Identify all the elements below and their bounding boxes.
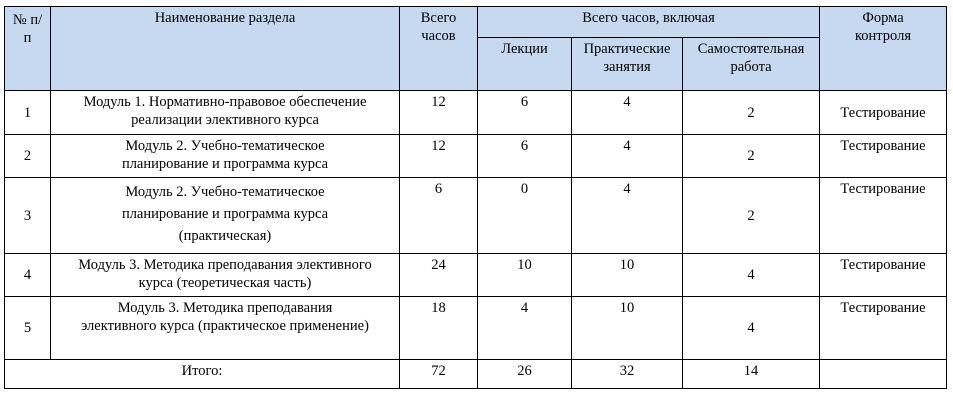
row-practice: 4 (572, 91, 683, 135)
total-self: 14 (683, 360, 820, 389)
row-self: 4 (683, 254, 820, 297)
header-self-work: Самостоятельная работа (683, 38, 820, 91)
row-lectures: 6 (478, 135, 572, 178)
row-control: Тестирование (820, 91, 947, 135)
total-practice: 32 (572, 360, 683, 389)
row-practice: 4 (572, 178, 683, 254)
row-lectures: 4 (478, 297, 572, 360)
table-row (5, 91, 947, 135)
header-including: Всего часов, включая (478, 7, 820, 38)
row-lectures: 0 (478, 178, 572, 254)
total-lectures: 26 (478, 360, 572, 389)
row-self: 4 (683, 297, 820, 360)
row-lectures: 10 (478, 254, 572, 297)
row-num: 3 (5, 178, 51, 254)
row-num: 5 (5, 297, 51, 360)
row-total: 12 (400, 135, 478, 178)
row-num: 4 (5, 254, 51, 297)
row-self: 2 (683, 91, 820, 135)
row-self: 2 (683, 135, 820, 178)
row-total: 24 (400, 254, 478, 297)
row-control: Тестирование (820, 254, 947, 297)
table-row (5, 297, 947, 360)
row-control: Тестирование (820, 297, 947, 360)
row-name: Модуль 3. Методика преподавания элективного курса (теоретическая часть) (51, 254, 400, 297)
total-label: Итого: (5, 360, 400, 389)
row-total: 18 (400, 297, 478, 360)
header-total-hours: Всего часов (400, 7, 478, 91)
row-practice: 10 (572, 297, 683, 360)
row-num: 1 (5, 91, 51, 135)
row-lectures: 6 (478, 91, 572, 135)
row-name: Модуль 3. Методика преподавания элективного курса (практическое применение) (51, 297, 400, 360)
row-control: Тестирование (820, 178, 947, 254)
row-practice: 10 (572, 254, 683, 297)
row-name: Модуль 2. Учебно-тематическое планирование и программа курса (практическая) (51, 178, 400, 254)
row-practice: 4 (572, 135, 683, 178)
row-total: 6 (400, 178, 478, 254)
header-num: № п/п (5, 7, 51, 91)
header-lectures: Лекции (478, 38, 572, 91)
row-control: Тестирование (820, 135, 947, 178)
total-hours: 72 (400, 360, 478, 389)
row-self: 2 (683, 178, 820, 254)
curriculum-table (4, 6, 947, 389)
table-row (5, 135, 947, 178)
row-total: 12 (400, 91, 478, 135)
total-row (5, 360, 947, 389)
row-num: 2 (5, 135, 51, 178)
table-row (5, 178, 947, 254)
table-row (5, 254, 947, 297)
header-practice: Практические занятия (572, 38, 683, 91)
total-control (820, 360, 947, 389)
row-name: Модуль 1. Нормативно-правовое обеспечение реализации элективного курса (51, 91, 400, 135)
header-section: Наименование раздела (51, 7, 400, 91)
header-control-form: Форма контроля (820, 7, 947, 91)
row-name: Модуль 2. Учебно-тематическое планирование и программа курса (51, 135, 400, 178)
